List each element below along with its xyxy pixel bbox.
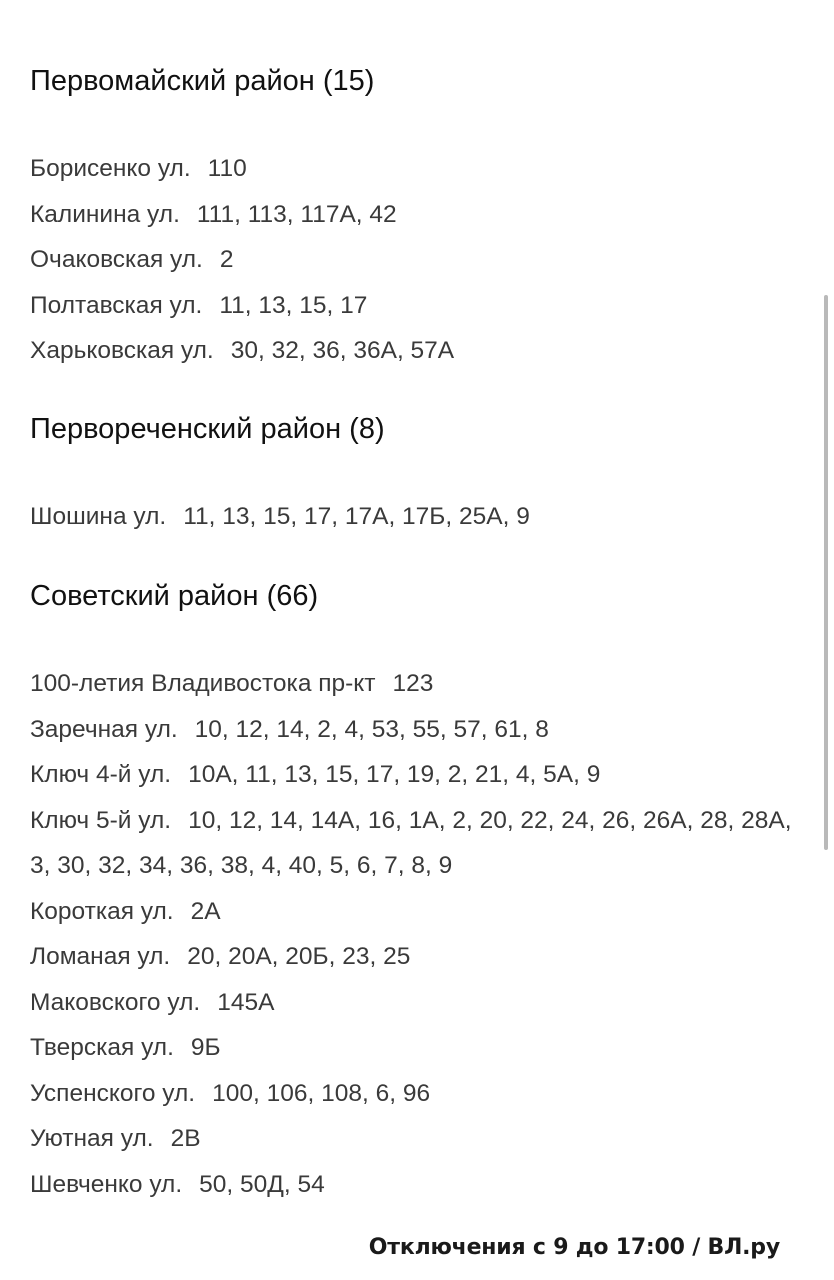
district-title: Советский район (66) (30, 580, 319, 612)
street-row (30, 934, 810, 980)
street-name: Очаковская ул. (30, 246, 203, 273)
street-row (30, 146, 810, 192)
street-row (30, 192, 810, 238)
street-row (30, 1116, 810, 1162)
street-name: Ломаная ул. (30, 943, 171, 970)
street-name: Маковского ул. (30, 988, 201, 1016)
district-title: Первореченский район (8) (30, 412, 385, 445)
street-row (30, 1162, 810, 1208)
street-list (30, 146, 810, 374)
house-numbers: 145А (217, 988, 275, 1016)
street-name: Харьковская ул. (30, 337, 214, 364)
street-row (30, 1025, 810, 1071)
street-list (30, 661, 810, 1207)
house-numbers: 10А, 11, 13, 15, 17, 19, 2, 21, 4, 5А, 9 (188, 761, 601, 788)
street-name: Шевченко ул. (30, 1170, 183, 1198)
house-numbers: 123 (392, 670, 434, 697)
house-numbers: 50, 50Д, 54 (199, 1170, 325, 1198)
street-row (30, 237, 810, 283)
street-row (30, 661, 810, 707)
house-numbers: 2 (219, 246, 234, 273)
district-section-pervomaisky (30, 62, 810, 374)
house-numbers: 9Б (190, 1034, 221, 1061)
street-name: 100-летия Владивостока пр-кт (30, 670, 376, 697)
footer-caption: Отключения с 9 до 17:00 / ВЛ.ру (368, 1235, 780, 1260)
district-section-sovetsky (30, 577, 810, 1207)
street-name: Успенского ул. (30, 1079, 196, 1107)
house-numbers: 11, 13, 15, 17 (219, 291, 368, 319)
street-name: Полтавская ул. (30, 291, 203, 319)
vertical-scrollbar[interactable] (824, 295, 828, 850)
street-name: Тверская ул. (30, 1034, 174, 1061)
street-row (30, 889, 810, 935)
street-name: Уютная ул. (30, 1125, 154, 1152)
district-title: Первомайский район (15) (30, 65, 375, 97)
house-numbers: 2А (190, 897, 221, 925)
street-row (30, 494, 810, 540)
street-name: Шошина ул. (30, 502, 167, 530)
house-numbers: 11, 13, 15, 17, 17А, 17Б, 25А, 9 (183, 502, 530, 530)
house-numbers: 110 (207, 155, 247, 182)
house-numbers: 100, 106, 108, 6, 96 (212, 1079, 431, 1107)
street-list (30, 494, 810, 540)
street-row (30, 798, 810, 889)
street-row (30, 283, 810, 329)
district-section-pervorechensky (30, 410, 810, 540)
street-name: Борисенко ул. (30, 155, 191, 182)
house-numbers: 111, 113, 117А, 42 (196, 200, 397, 228)
street-row (30, 707, 810, 753)
house-numbers: 20, 20А, 20Б, 23, 25 (187, 943, 411, 970)
street-name: Калинина ул. (30, 200, 180, 228)
house-numbers: 10, 12, 14, 14А, 16, 1А, 2, 20, 22, 24, 26, 26А, 28, 28А, 3, 30, 32, 34, 36, 38, 4, 40, 5, 6, 7, 8, 9 (30, 806, 799, 879)
street-name: Ключ 5-й ул. (30, 806, 172, 834)
street-name: Ключ 4-й ул. (30, 761, 172, 788)
house-numbers: 2В (170, 1125, 201, 1152)
street-name: Заречная ул. (30, 715, 178, 743)
house-numbers: 30, 32, 36, 36А, 57А (230, 337, 455, 364)
street-name: Короткая ул. (30, 897, 174, 925)
street-row (30, 1071, 810, 1117)
house-numbers: 10, 12, 14, 2, 4, 53, 55, 57, 61, 8 (194, 715, 549, 743)
street-row (30, 328, 810, 374)
outage-list (30, 62, 810, 1257)
street-row (30, 752, 810, 798)
street-row (30, 980, 810, 1026)
